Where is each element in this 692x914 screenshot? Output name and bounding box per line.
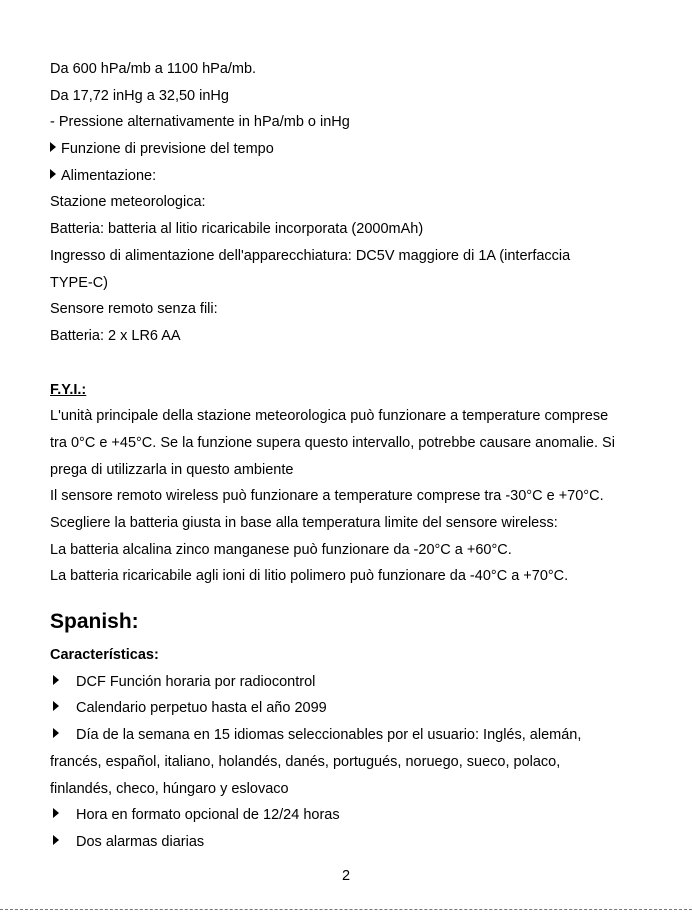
page-edge-divider [0,909,692,910]
bullet-text: Alimentazione: [61,167,157,184]
text-line: L'unità principale della stazione meteorologica può funzionare a temperature comprese [50,408,609,425]
text-line: Ingresso di alimentazione dell'apparecchiatura: DC5V maggiore di 1A (interfaccia [50,247,571,264]
bullet-text: Dos alarmas diarias [76,833,205,850]
text-line: La batteria ricaricabile agli ioni di litio polimero può funzionare da -40°C a +70°C. [50,568,569,585]
text-line: Scegliere la batteria giusta in base alla temperatura limite del sensore wireless: [50,515,558,531]
bullet-line [50,802,650,829]
text-line: Da 17,72 inHg a 32,50 inHg [50,87,229,104]
bullet-line [50,722,650,749]
text-line: Batteria: batteria al litio ricaricabile incorporata (2000mAh) [50,221,424,238]
bullet-line [50,669,650,696]
triangle-right-icon [50,142,56,152]
fyi-label: F.Y.I.: [50,381,87,398]
text-line: finlandés, checo, húngaro y eslovaco [50,780,289,797]
triangle-right-icon [53,728,59,738]
triangle-right-icon [50,169,56,179]
text-line: Da 600 hPa/mb a 1100 hPa/mb. [50,61,257,77]
bullet-line [50,829,650,856]
bullet-text: Calendario perpetuo hasta el año 2099 [76,700,327,717]
text-line: - Pressione alternativamente in hPa/mb o inHg [50,114,350,131]
text-line: Stazione meteorologica: [50,194,206,211]
spacer [50,350,650,377]
text-line: Batteria: 2 x LR6 AA [50,327,181,344]
features-label: Características: [50,647,159,664]
triangle-right-icon [53,675,59,685]
bullet-text: DCF Función horaria por radiocontrol [76,673,316,690]
bullet-line [50,136,650,163]
text-line: Sensore remoto senza fili: [50,301,218,318]
text-line: francés, español, italiano, holandés, danés, portugués, noruego, sueco, polaco, [50,753,561,770]
triangle-right-icon [53,701,59,711]
triangle-right-icon [53,835,59,845]
page-content [50,56,650,856]
text-line: Il sensore remoto wireless può funzionare a temperature comprese tra -30°C e +70°C. [50,488,604,505]
bullet-text: Funzione di previsione del tempo [61,141,274,158]
text-line: La batteria alcalina zinco manganese può funzionare da -20°C a +60°C. [50,541,512,558]
bullet-line [50,695,650,722]
page-number: 2 [341,868,351,884]
text-line: tra 0°C e +45°C. Se la funzione supera questo intervallo, potrebbe causare anomalie. Si [50,434,615,451]
bullet-text: Hora en formato opcional de 12/24 horas [76,807,340,824]
text-line: prega di utilizzarla in questo ambiente [50,461,294,478]
triangle-right-icon [53,808,59,818]
bullet-text: Día de la semana en 15 idiomas seleccionables por el usuario: Inglés, alemán, [76,727,582,744]
bullet-line [50,163,650,190]
section-heading: Spanish: [50,610,139,634]
text-line: TYPE-C) [50,274,108,291]
